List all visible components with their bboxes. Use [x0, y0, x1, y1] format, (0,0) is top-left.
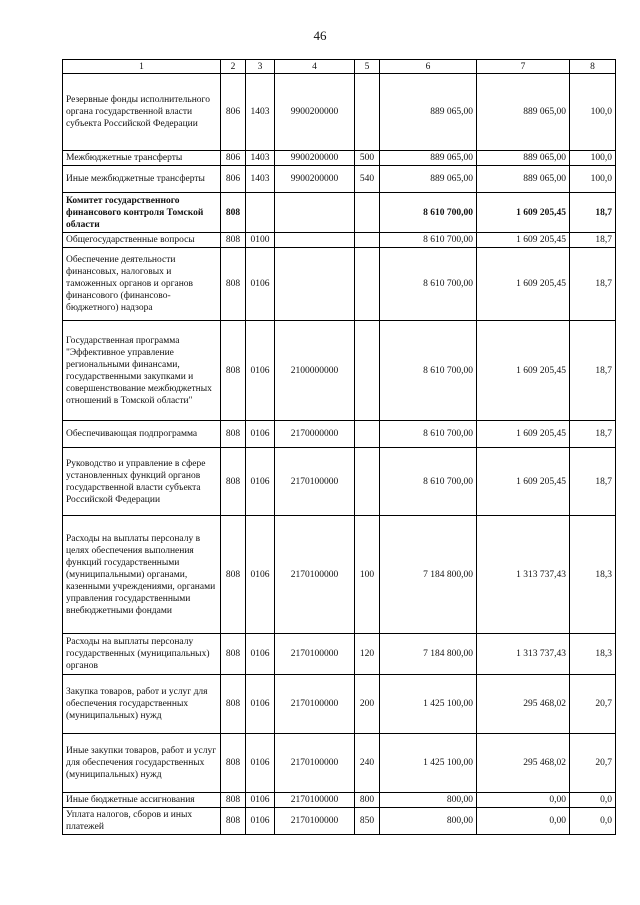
- table-row: [63, 421, 616, 448]
- execution-percent: 18,7: [570, 248, 616, 321]
- table-row: [63, 151, 616, 166]
- row-name: Резервные фонды исполнительного органа государственной власти субъекта Российской Федерации: [63, 74, 221, 151]
- section-code: 0106: [246, 675, 275, 734]
- column-header: 2: [221, 60, 246, 74]
- ministry-code: 808: [221, 634, 246, 675]
- expense-type-code: 850: [355, 808, 380, 835]
- actual-amount: 295 468,02: [477, 675, 570, 734]
- planned-amount: 889 065,00: [380, 74, 477, 151]
- planned-amount: 1 425 100,00: [380, 734, 477, 793]
- section-code: 0106: [246, 808, 275, 835]
- row-name: Руководство и управление в сфере установленных функций органов государственной власти субъекта Российской Федерации: [63, 448, 221, 516]
- ministry-code: 808: [221, 675, 246, 734]
- row-name: Иные межбюджетные трансферты: [63, 166, 221, 193]
- expense-type-code: 800: [355, 793, 380, 808]
- planned-amount: 8 610 700,00: [380, 448, 477, 516]
- target-article-code: 2170100000: [275, 675, 355, 734]
- actual-amount: 889 065,00: [477, 151, 570, 166]
- target-article-code: 9900200000: [275, 166, 355, 193]
- target-article-code: [275, 248, 355, 321]
- execution-percent: 0,0: [570, 808, 616, 835]
- execution-percent: 18,7: [570, 193, 616, 233]
- table-row: [63, 634, 616, 675]
- row-name: Государственная программа "Эффективное управление региональными финансами, государственными закупками и совершенствование межбюджетных отношений в Томской области": [63, 321, 221, 421]
- actual-amount: 1 609 205,45: [477, 448, 570, 516]
- table-row: [63, 734, 616, 793]
- execution-percent: 18,7: [570, 321, 616, 421]
- expense-type-code: 200: [355, 675, 380, 734]
- table-row: [63, 166, 616, 193]
- planned-amount: 8 610 700,00: [380, 233, 477, 248]
- planned-amount: 800,00: [380, 808, 477, 835]
- planned-amount: 8 610 700,00: [380, 248, 477, 321]
- execution-percent: 20,7: [570, 675, 616, 734]
- ministry-code: 806: [221, 166, 246, 193]
- execution-percent: 18,7: [570, 448, 616, 516]
- expense-type-code: 120: [355, 634, 380, 675]
- expense-type-code: 100: [355, 516, 380, 634]
- column-header: 4: [275, 60, 355, 74]
- actual-amount: 1 313 737,43: [477, 516, 570, 634]
- execution-percent: 20,7: [570, 734, 616, 793]
- table-row: [63, 74, 616, 151]
- execution-percent: 18,7: [570, 421, 616, 448]
- ministry-code: 808: [221, 248, 246, 321]
- planned-amount: 889 065,00: [380, 151, 477, 166]
- section-code: 0106: [246, 793, 275, 808]
- actual-amount: 1 609 205,45: [477, 321, 570, 421]
- table-row: [63, 193, 616, 233]
- planned-amount: 8 610 700,00: [380, 421, 477, 448]
- section-code: 0106: [246, 634, 275, 675]
- expense-type-code: [355, 421, 380, 448]
- target-article-code: [275, 193, 355, 233]
- row-name: Иные бюджетные ассигнования: [63, 793, 221, 808]
- row-name: Межбюджетные трансферты: [63, 151, 221, 166]
- column-header: 3: [246, 60, 275, 74]
- table-row: [63, 448, 616, 516]
- section-code: 1403: [246, 151, 275, 166]
- table-row: [63, 321, 616, 421]
- page-number: 46: [313, 28, 327, 43]
- column-header: 8: [570, 60, 616, 74]
- column-header: 7: [477, 60, 570, 74]
- ministry-code: 806: [221, 74, 246, 151]
- expense-type-code: 540: [355, 166, 380, 193]
- planned-amount: 7 184 800,00: [380, 634, 477, 675]
- execution-percent: 18,3: [570, 516, 616, 634]
- section-code: 0106: [246, 516, 275, 634]
- execution-percent: 100,0: [570, 74, 616, 151]
- row-name: Общегосударственные вопросы: [63, 233, 221, 248]
- target-article-code: 9900200000: [275, 74, 355, 151]
- ministry-code: 808: [221, 516, 246, 634]
- row-name: Расходы на выплаты персоналу государственных (муниципальных) органов: [63, 634, 221, 675]
- ministry-code: 808: [221, 734, 246, 793]
- row-name: Иные закупки товаров, работ и услуг для обеспечения государственных (муниципальных) нужд: [63, 734, 221, 793]
- execution-percent: 0,0: [570, 793, 616, 808]
- expense-type-code: [355, 321, 380, 421]
- actual-amount: 1 313 737,43: [477, 634, 570, 675]
- execution-percent: 18,3: [570, 634, 616, 675]
- section-code: 1403: [246, 74, 275, 151]
- expense-type-code: [355, 193, 380, 233]
- planned-amount: 7 184 800,00: [380, 516, 477, 634]
- planned-amount: 8 610 700,00: [380, 321, 477, 421]
- target-article-code: 2170100000: [275, 734, 355, 793]
- table-row: [63, 516, 616, 634]
- ministry-code: 808: [221, 421, 246, 448]
- target-article-code: 2100000000: [275, 321, 355, 421]
- ministry-code: 808: [221, 193, 246, 233]
- actual-amount: 1 609 205,45: [477, 248, 570, 321]
- section-code: 0106: [246, 248, 275, 321]
- ministry-code: 808: [221, 808, 246, 835]
- planned-amount: 889 065,00: [380, 166, 477, 193]
- row-name: Обеспечивающая подпрограмма: [63, 421, 221, 448]
- expense-type-code: [355, 448, 380, 516]
- section-code: [246, 193, 275, 233]
- column-number-row: [63, 60, 616, 74]
- ministry-code: 808: [221, 793, 246, 808]
- row-name: Уплата налогов, сборов и иных платежей: [63, 808, 221, 835]
- row-name: Обеспечение деятельности финансовых, налоговых и таможенных органов и органов финансового (финансово-бюджетного) надзора: [63, 248, 221, 321]
- section-code: 0100: [246, 233, 275, 248]
- actual-amount: 0,00: [477, 793, 570, 808]
- section-code: 0106: [246, 448, 275, 516]
- section-code: 0106: [246, 321, 275, 421]
- row-name: Комитет государственного финансового контроля Томской области: [63, 193, 221, 233]
- expense-type-code: [355, 248, 380, 321]
- table-row: [63, 808, 616, 835]
- target-article-code: 2170100000: [275, 516, 355, 634]
- expense-type-code: [355, 233, 380, 248]
- table-row: [63, 248, 616, 321]
- execution-percent: 18,7: [570, 233, 616, 248]
- actual-amount: 889 065,00: [477, 74, 570, 151]
- ministry-code: 808: [221, 321, 246, 421]
- table-row: [63, 675, 616, 734]
- expense-type-code: 500: [355, 151, 380, 166]
- target-article-code: 2170100000: [275, 448, 355, 516]
- expense-type-code: 240: [355, 734, 380, 793]
- execution-percent: 100,0: [570, 166, 616, 193]
- target-article-code: 2170000000: [275, 421, 355, 448]
- ministry-code: 808: [221, 233, 246, 248]
- target-article-code: [275, 233, 355, 248]
- section-code: 0106: [246, 734, 275, 793]
- table-row: [63, 793, 616, 808]
- target-article-code: 2170100000: [275, 793, 355, 808]
- budget-table: [62, 59, 616, 835]
- column-header: 6: [380, 60, 477, 74]
- row-name: Расходы на выплаты персоналу в целях обеспечения выполнения функций государственными (муниципальными) органами, казенными учреждениями, органами управления государственными внебюджетными фондами: [63, 516, 221, 634]
- ministry-code: 806: [221, 151, 246, 166]
- column-header: 1: [63, 60, 221, 74]
- actual-amount: 1 609 205,45: [477, 233, 570, 248]
- planned-amount: 1 425 100,00: [380, 675, 477, 734]
- actual-amount: 889 065,00: [477, 166, 570, 193]
- table-row: [63, 233, 616, 248]
- planned-amount: 8 610 700,00: [380, 193, 477, 233]
- actual-amount: 0,00: [477, 808, 570, 835]
- expense-type-code: [355, 74, 380, 151]
- actual-amount: 1 609 205,45: [477, 421, 570, 448]
- column-header: 5: [355, 60, 380, 74]
- planned-amount: 800,00: [380, 793, 477, 808]
- target-article-code: 2170100000: [275, 808, 355, 835]
- target-article-code: 9900200000: [275, 151, 355, 166]
- section-code: 1403: [246, 166, 275, 193]
- target-article-code: 2170100000: [275, 634, 355, 675]
- ministry-code: 808: [221, 448, 246, 516]
- section-code: 0106: [246, 421, 275, 448]
- row-name: Закупка товаров, работ и услуг для обеспечения государственных (муниципальных) нужд: [63, 675, 221, 734]
- actual-amount: 295 468,02: [477, 734, 570, 793]
- actual-amount: 1 609 205,45: [477, 193, 570, 233]
- execution-percent: 100,0: [570, 151, 616, 166]
